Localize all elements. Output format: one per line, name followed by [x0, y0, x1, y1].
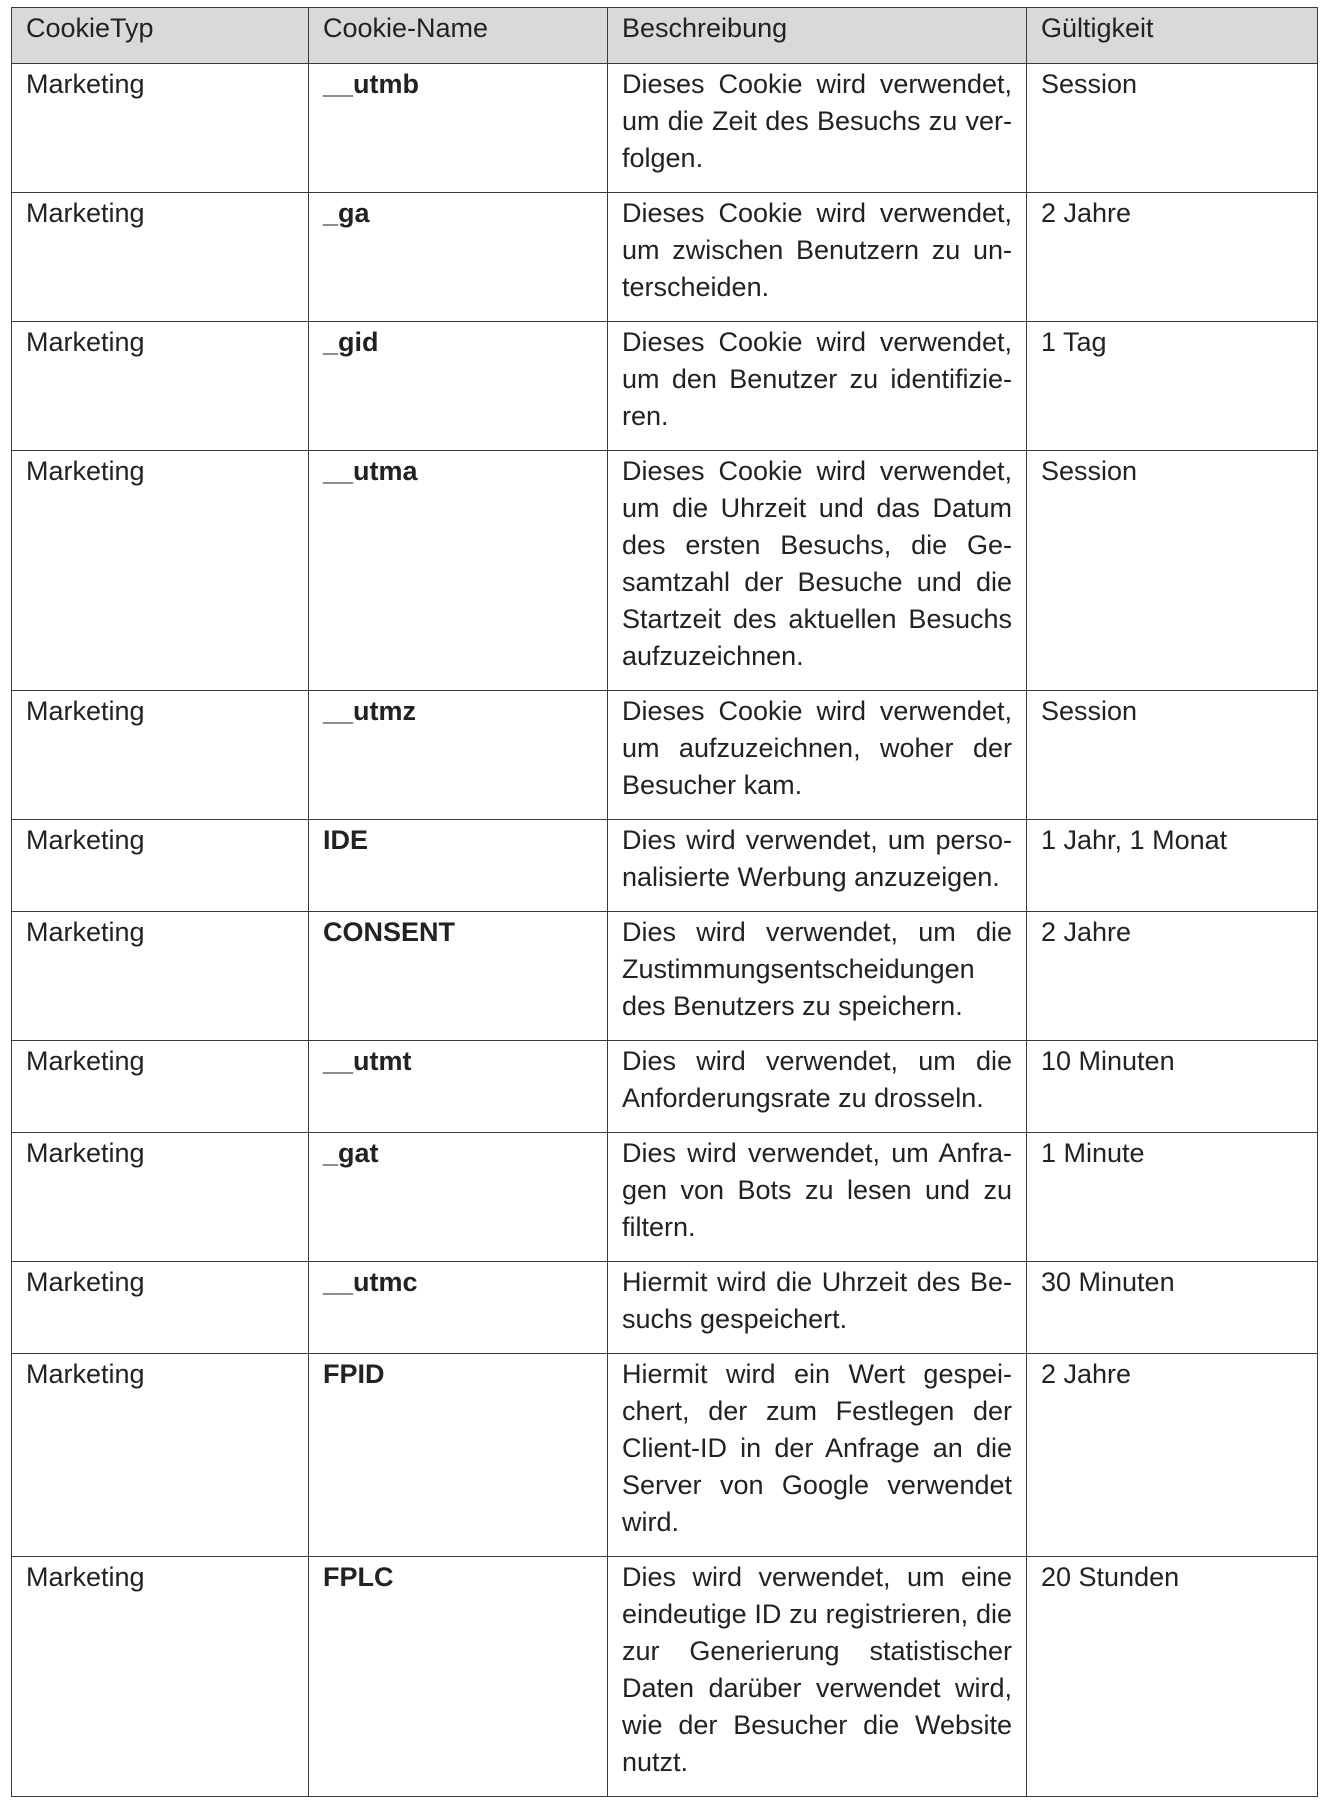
cell-description: Hiermit wird ein Wert gespeichert, der zum Festlegen der Client-ID in der Anfrage an die Server von Google verwendet wird.: [608, 1354, 1027, 1557]
table-row: [12, 1133, 1318, 1262]
table-row: [12, 1557, 1318, 1797]
cell-cookie-name: _ga: [309, 193, 608, 322]
cell-validity: Session: [1027, 691, 1318, 820]
cell-cookie-type: Marketing: [12, 1262, 309, 1354]
cell-cookie-name: __utma: [309, 451, 608, 691]
cell-cookie-name: __utmb: [309, 64, 608, 193]
cell-cookie-type: Marketing: [12, 193, 309, 322]
cell-cookie-name: __utmc: [309, 1262, 608, 1354]
table-row: [12, 451, 1318, 691]
table-row: [12, 64, 1318, 193]
cell-cookie-type: Marketing: [12, 1354, 309, 1557]
cell-cookie-type: Marketing: [12, 1133, 309, 1262]
cell-description: Dieses Cookie wird verwendet, um aufzuzeichnen, woher der Besucher kam.: [608, 691, 1027, 820]
cell-cookie-name: __utmt: [309, 1041, 608, 1133]
header-validity: Gültigkeit: [1027, 8, 1318, 64]
table-row: [12, 1041, 1318, 1133]
cell-validity: 10 Minuten: [1027, 1041, 1318, 1133]
cell-cookie-name: FPLC: [309, 1557, 608, 1797]
table-body: [12, 64, 1318, 1797]
cookie-table: [11, 7, 1318, 1797]
cell-description: Dieses Cookie wird verwendet, um zwischen Benutzern zu unterscheiden.: [608, 193, 1027, 322]
cell-cookie-name: CONSENT: [309, 912, 608, 1041]
cell-validity: Session: [1027, 451, 1318, 691]
cell-cookie-type: Marketing: [12, 691, 309, 820]
cell-cookie-name: _gat: [309, 1133, 608, 1262]
cell-validity: 1 Tag: [1027, 322, 1318, 451]
header-cookie-name: Cookie-Name: [309, 8, 608, 64]
cell-validity: Session: [1027, 64, 1318, 193]
table-row: [12, 820, 1318, 912]
cell-cookie-name: __utmz: [309, 691, 608, 820]
cell-cookie-name: IDE: [309, 820, 608, 912]
table-row: [12, 1262, 1318, 1354]
cell-cookie-type: Marketing: [12, 1557, 309, 1797]
cell-validity: 2 Jahre: [1027, 912, 1318, 1041]
cell-validity: 30 Minuten: [1027, 1262, 1318, 1354]
cell-validity: 1 Minute: [1027, 1133, 1318, 1262]
table-header-row: [12, 8, 1318, 64]
cell-cookie-type: Marketing: [12, 64, 309, 193]
cell-description: Dies wird verwendet, um Anfragen von Bots zu lesen und zu filtern.: [608, 1133, 1027, 1262]
cell-description: Dies wird verwendet, um personalisierte Werbung anzuzeigen.: [608, 820, 1027, 912]
cell-cookie-type: Marketing: [12, 1041, 309, 1133]
table-row: [12, 912, 1318, 1041]
table-row: [12, 322, 1318, 451]
table-row: [12, 193, 1318, 322]
cell-description: Dies wird verwendet, um eine eindeutige ID zu registrieren, die zur Generierung statistischer Daten darüber verwendet wird, wie der Besucher die Website nutzt.: [608, 1557, 1027, 1797]
header-description: Beschreibung: [608, 8, 1027, 64]
cell-description: Dies wird verwendet, um die Anforderungsrate zu drosseln.: [608, 1041, 1027, 1133]
cell-validity: 1 Jahr, 1 Monat: [1027, 820, 1318, 912]
cell-description: Hiermit wird die Uhrzeit des Besuchs gespeichert.: [608, 1262, 1027, 1354]
table-row: [12, 1354, 1318, 1557]
table-row: [12, 691, 1318, 820]
cell-cookie-type: Marketing: [12, 912, 309, 1041]
cell-cookie-name: FPID: [309, 1354, 608, 1557]
cell-validity: 20 Stunden: [1027, 1557, 1318, 1797]
cell-cookie-name: _gid: [309, 322, 608, 451]
cell-validity: 2 Jahre: [1027, 1354, 1318, 1557]
cell-cookie-type: Marketing: [12, 322, 309, 451]
cell-cookie-type: Marketing: [12, 820, 309, 912]
cell-description: Dieses Cookie wird verwendet, um die Uhrzeit und das Datum des ersten Besuchs, die Gesamtzahl der Besuche und die Startzeit des aktuellen Besuchs aufzuzeichnen.: [608, 451, 1027, 691]
cell-description: Dies wird verwendet, um die Zustimmungsentscheidungen des Benutzers zu speichern.: [608, 912, 1027, 1041]
cell-cookie-type: Marketing: [12, 451, 309, 691]
cell-validity: 2 Jahre: [1027, 193, 1318, 322]
cell-description: Dieses Cookie wird verwendet, um die Zeit des Besuchs zu verfolgen.: [608, 64, 1027, 193]
cell-description: Dieses Cookie wird verwendet, um den Benutzer zu identifizieren.: [608, 322, 1027, 451]
header-cookie-type: CookieTyp: [12, 8, 309, 64]
